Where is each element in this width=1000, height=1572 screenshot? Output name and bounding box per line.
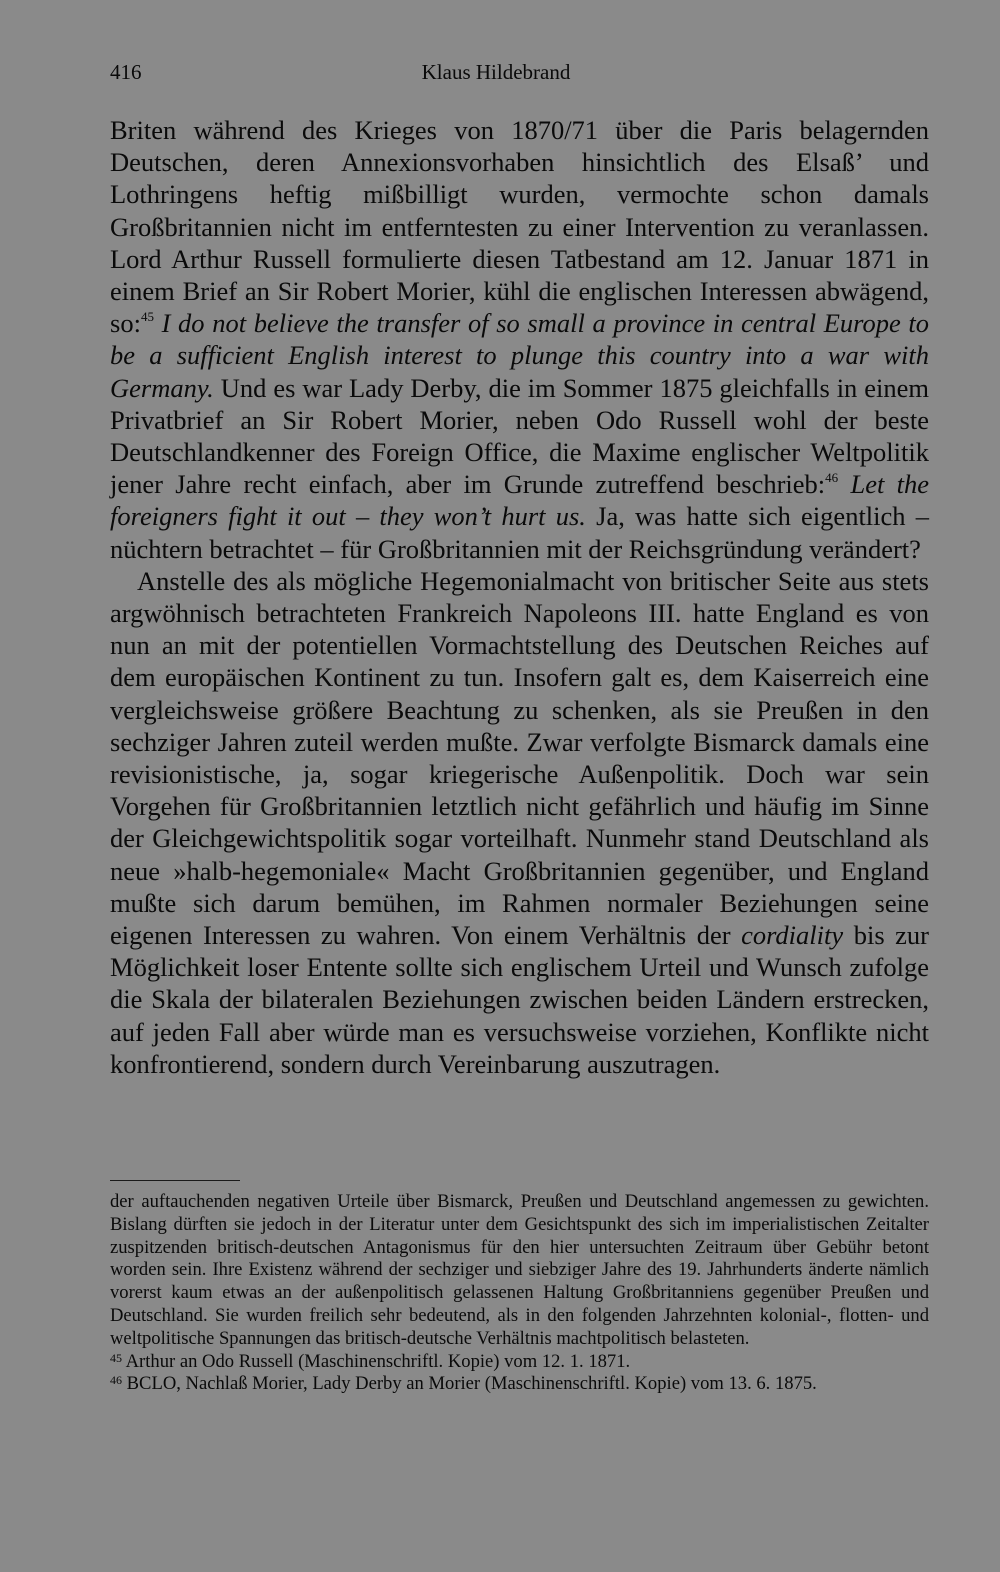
footnote-46 [110,1373,929,1396]
paragraph-1-text-a: Briten während des Krieges von 1870/71 über die Paris belagernden Deutschen, deren Annexionsvorhaben hinsichtlich des Elsaß’ und Lothringens heftig mißbilligt wurden, vermochte schon damals Großbritannien nicht im entferntesten zu einer Intervention zu veranlassen. Lord Arthur Russell formulierte diesen Tatbestand am 12. Januar 1871 in einem Brief an Sir Robert Morier, kühl die englischen Interessen abwägend, so: [110,115,929,339]
footnotes [110,1191,929,1396]
footnote-45-number: 45 [110,1350,122,1365]
quote-derby: Let the foreigners fight it out – they won’t hurt us. [110,469,929,532]
running-head: Klaus Hildebrand [421,60,571,84]
term-cordiality: cordiality [741,920,844,951]
footnote-ref-45: 45 [140,309,154,325]
page-number: 416 [110,60,142,84]
footnote-45 [110,1351,929,1374]
footnote-46-text: BCLO, Nachlaß Morier, Lady Derby an Morier (Maschinenschriftl. Kopie) vom 13. 6. 1875. [126,1373,817,1395]
paragraph-2-text-a: Anstelle des als mögliche Hegemonialmacht von britischer Seite aus stets argwöhnisch betrachteten Frankreich Napoleons III. hatte England es von nun an mit der potentiellen Vormachtstellung des Deutschen Reiches auf dem europäischen Kontinent zu tun. Insofern galt es, dem Kaiserreich eine vergleichsweise größere Beachtung zu schenken, als sie Preußen in den sechziger Jahren zuteil werden mußte. Zwar verfolgte Bismarck damals eine revisionistische, ja, sogar kriegerische Außenpolitik. Doch war sein Vorgehen für Großbritannien letztlich nicht gefährlich und häufig im Sinne der Gleichgewichtspolitik sogar vorteilhaft. Nunmehr stand Deutschland als neue »halb-hegemoniale« Macht Großbritannien gegenüber, und England mußte sich darum bemühen, im Rahmen normaler Beziehungen seine eigenen Interessen zu wahren. Von einem Verhältnis der [110,565,929,951]
quote-russell: I do not believe the transfer of so small a province in central Europe to be a sufficient English interest to plunge this country into a war with Germany. [110,308,930,403]
footnote-46-number: 46 [110,1373,122,1388]
paragraph-2 [110,565,929,1080]
footnote-divider [110,1180,240,1181]
footnote-continued: der auftauchenden negativen Urteile über Bismarck, Preußen und Deutschland angemessen zu gewichten. Bislang dürften sie jedoch in der Literatur unter dem Gesichtspunkt des sich im imperialistischen Zeitalter zuspitzenden britisch-deutschen Antagonismus für den hier untersuchten Zeitraum über Gebühr betont worden sein. Ihre Existenz während der sechziger und siebziger Jahre des 19. Jahrhunderts änderte nämlich vorerst kaum etwas an der außenpolitisch gelassenen Haltung Großbritanniens gegenüber Preußen und Deutschland. Sie wurden freilich sehr bedeutend, als in den folgenden Jahrzehnten kolonial-, flotten- und weltpolitische Spannungen das britisch-deutsche Verhältnis machtpolitisch belasteten. [110,1191,929,1349]
page-header [110,60,882,90]
paragraph-2-text-b: bis zur Möglichkeit loser Entente sollte sich englischem Urteil und Wunsch zufolge die Skala der bilateralen Beziehungen zwischen beiden Ländern erstrecken, auf jeden Fall aber würde man es versuchsweise vorziehen, Konflikte nicht konfrontierend, sondern durch Vereinbarung auszutragen. [110,920,930,1079]
footnote-45-text: Arthur an Odo Russell (Maschinenschriftl. Kopie) vom 12. 1. 1871. [125,1350,631,1372]
main-text [110,114,929,1080]
paragraph-1-text-b: Und es war Lady Derby, die im Sommer 1875 gleichfalls in einem Privatbrief an Sir Robert Morier, neben Odo Russell wohl der beste Deutschlandkenner des Foreign Office, die Maxime englischer Weltpolitik jener Jahre recht einfach, aber im Grunde zutreffend beschrieb: [110,372,930,500]
paragraph-1-text-c: Ja, was hatte sich eigentlich – nüchtern betrachtet – für Großbritannien mit der Reichsgründung verändert? [110,501,929,564]
paragraph-1 [110,114,929,565]
footnote-ref-46: 46 [825,470,839,486]
